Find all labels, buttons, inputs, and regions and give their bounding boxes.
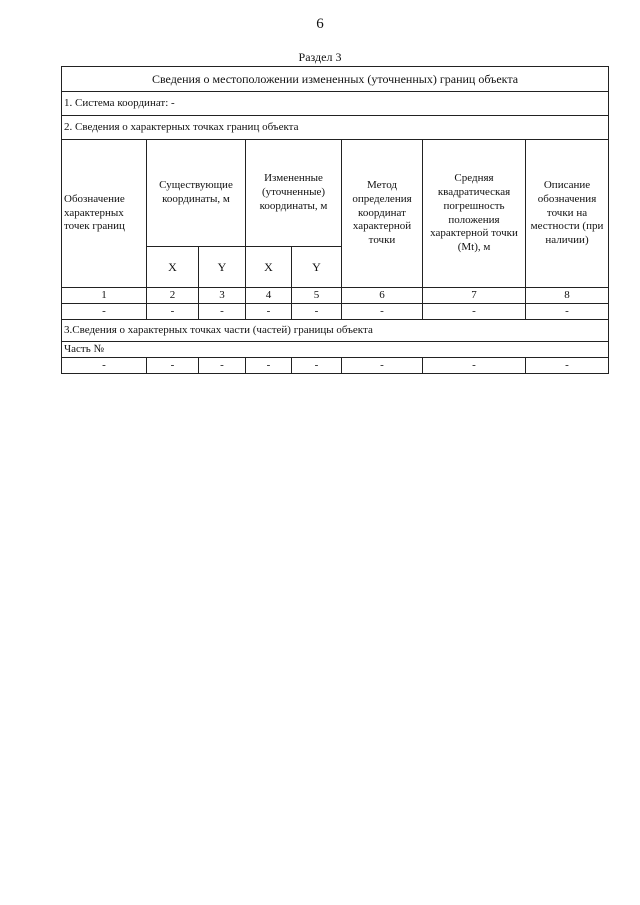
table-cell: - — [246, 358, 292, 374]
points-heading: 2. Сведения о характерных точках границ объекта — [62, 116, 609, 140]
page-number: 6 — [316, 16, 324, 32]
table-cell: - — [292, 358, 342, 374]
table-row — [62, 304, 609, 320]
column-number: 5 — [292, 288, 342, 304]
header-existing: Существующие координаты, м — [147, 140, 246, 247]
part-number-row — [62, 342, 609, 358]
part-number-label: Часть № — [62, 342, 609, 358]
table-cell: - — [292, 304, 342, 320]
table-cell: - — [199, 358, 246, 374]
table-cell: - — [62, 358, 147, 374]
header-x-existing: X — [147, 247, 199, 288]
table-cell: - — [199, 304, 246, 320]
column-number: 3 — [199, 288, 246, 304]
table-cell: - — [526, 304, 609, 320]
coord-system-row — [62, 92, 609, 116]
column-number: 4 — [246, 288, 292, 304]
table-title: Сведения о местоположении измененных (уточненных) границ объекта — [62, 67, 609, 92]
table-cell: - — [342, 304, 423, 320]
header-designation: Обозначение характерных точек границ — [62, 140, 147, 288]
column-number: 8 — [526, 288, 609, 304]
header-row — [62, 140, 609, 247]
boundary-table — [61, 66, 609, 374]
table-cell: - — [423, 358, 526, 374]
table-cell: - — [423, 304, 526, 320]
table-cell: - — [246, 304, 292, 320]
table-cell: - — [342, 358, 423, 374]
header-y-changed: Y — [292, 247, 342, 288]
header-description: Описание обозначения точки на местности (при наличии) — [526, 140, 609, 288]
parts-heading: 3.Сведения о характерных точках части (частей) границы объекта — [62, 320, 609, 342]
header-changed: Измененные (уточненные) координаты, м — [246, 140, 342, 247]
table-cell: - — [147, 358, 199, 374]
column-numbers-row — [62, 288, 609, 304]
column-number: 1 — [62, 288, 147, 304]
header-method: Метод определения координат характерной точки — [342, 140, 423, 288]
points-heading-row — [62, 116, 609, 140]
column-number: 7 — [423, 288, 526, 304]
table-row — [62, 358, 609, 374]
header-error: Средняя квадратическая погрешность положения характерной точки (Mt), м — [423, 140, 526, 288]
section-label: Раздел 3 — [298, 50, 342, 64]
header-y-existing: Y — [199, 247, 246, 288]
column-number: 6 — [342, 288, 423, 304]
table-cell: - — [62, 304, 147, 320]
column-number: 2 — [147, 288, 199, 304]
table-cell: - — [526, 358, 609, 374]
parts-heading-row — [62, 320, 609, 342]
table-title-row — [62, 67, 609, 92]
coord-system: 1. Система координат: - — [62, 92, 609, 116]
table-cell: - — [147, 304, 199, 320]
header-x-changed: X — [246, 247, 292, 288]
